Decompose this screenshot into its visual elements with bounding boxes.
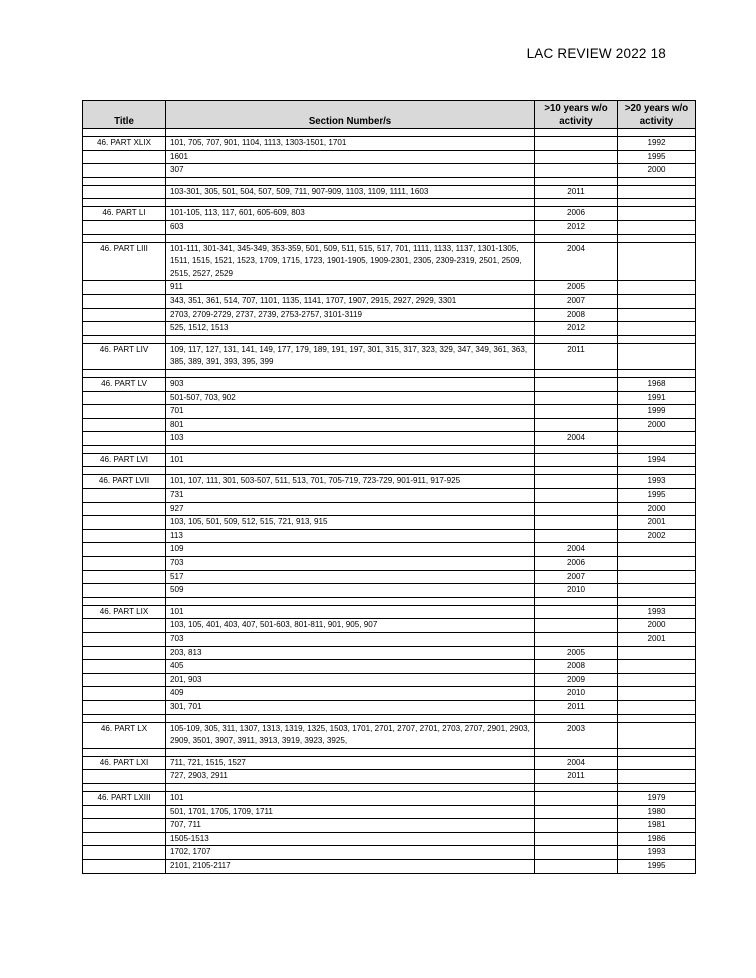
row-sections-cell: 203, 813	[166, 646, 535, 660]
table-row	[83, 164, 696, 178]
table-row	[83, 819, 696, 833]
row-sections-cell: 911	[166, 281, 535, 295]
row-title-cell: 46. PART LIV	[83, 343, 166, 369]
row-sections-cell: 343, 351, 361, 514, 707, 1101, 1135, 1141, 1707, 1907, 2915, 2927, 2929, 3301	[166, 294, 535, 308]
row-title-cell	[83, 770, 166, 784]
row-title-cell: 46. PART XLIX	[83, 137, 166, 151]
row-sections-cell: 103, 105, 401, 403, 407, 501-603, 801-811, 901, 905, 907	[166, 619, 535, 633]
row-twenty-year-cell: 2000	[618, 502, 696, 516]
row-ten-year-cell	[535, 369, 618, 377]
row-twenty-year-cell	[618, 369, 696, 377]
row-ten-year-cell	[535, 475, 618, 489]
row-sections-cell: 101	[166, 791, 535, 805]
table-header-row	[83, 101, 696, 129]
row-twenty-year-cell: 1993	[618, 605, 696, 619]
row-twenty-year-cell: 1995	[618, 489, 696, 503]
table-row	[83, 700, 696, 714]
row-title-cell	[83, 516, 166, 530]
row-sections-cell: 201, 903	[166, 673, 535, 687]
row-ten-year-cell	[535, 597, 618, 605]
row-twenty-year-cell	[618, 308, 696, 322]
column-header-sections: Section Number/s	[166, 101, 535, 129]
table-row	[83, 859, 696, 873]
review-table	[82, 100, 696, 874]
table-row	[83, 391, 696, 405]
row-ten-year-cell: 2008	[535, 308, 618, 322]
table-row	[83, 543, 696, 557]
row-twenty-year-cell	[618, 673, 696, 687]
table-body	[83, 129, 696, 874]
row-sections-cell: 727, 2903, 2911	[166, 770, 535, 784]
row-ten-year-cell: 2011	[535, 343, 618, 369]
row-sections-cell: 517	[166, 570, 535, 584]
row-sections-cell	[166, 369, 535, 377]
row-ten-year-cell	[535, 633, 618, 647]
table-row	[83, 129, 696, 137]
row-title-cell	[83, 819, 166, 833]
row-ten-year-cell: 2003	[535, 722, 618, 748]
row-twenty-year-cell: 2000	[618, 619, 696, 633]
row-ten-year-cell	[535, 748, 618, 756]
row-title-cell	[83, 129, 166, 137]
row-ten-year-cell	[535, 164, 618, 178]
row-twenty-year-cell	[618, 207, 696, 221]
row-title-cell	[83, 489, 166, 503]
table-row	[83, 673, 696, 687]
row-twenty-year-cell: 1995	[618, 859, 696, 873]
row-twenty-year-cell	[618, 220, 696, 234]
row-sections-cell: 405	[166, 660, 535, 674]
row-title-cell: 46. PART LIX	[83, 605, 166, 619]
row-title-cell: 46. PART LXI	[83, 756, 166, 770]
row-twenty-year-cell: 2001	[618, 633, 696, 647]
row-ten-year-cell: 2009	[535, 673, 618, 687]
table-row	[83, 242, 696, 281]
row-sections-cell: 501-507, 703, 902	[166, 391, 535, 405]
row-sections-cell: 101	[166, 605, 535, 619]
row-twenty-year-cell: 1981	[618, 819, 696, 833]
row-title-cell: 46. PART LVII	[83, 475, 166, 489]
table-row	[83, 748, 696, 756]
row-twenty-year-cell	[618, 281, 696, 295]
row-ten-year-cell	[535, 405, 618, 419]
row-twenty-year-cell	[618, 467, 696, 475]
row-twenty-year-cell: 1979	[618, 791, 696, 805]
row-sections-cell: 113	[166, 529, 535, 543]
row-title-cell	[83, 832, 166, 846]
row-sections-cell: 301, 701	[166, 700, 535, 714]
row-sections-cell: 101, 107, 111, 301, 503-507, 511, 513, 701, 705-719, 723-729, 901-911, 917-925	[166, 475, 535, 489]
row-ten-year-cell	[535, 177, 618, 185]
row-title-cell: 46. PART LI	[83, 207, 166, 221]
table-row	[83, 234, 696, 242]
table-row	[83, 220, 696, 234]
row-title-cell	[83, 234, 166, 242]
table-row	[83, 335, 696, 343]
row-title-cell	[83, 557, 166, 571]
table-row	[83, 756, 696, 770]
row-twenty-year-cell	[618, 660, 696, 674]
row-title-cell	[83, 405, 166, 419]
table-row	[83, 281, 696, 295]
row-sections-cell: 509	[166, 584, 535, 598]
row-title-cell	[83, 619, 166, 633]
row-sections-cell: 103-301, 305, 501, 504, 507, 509, 711, 907-909, 1103, 1109, 1111, 1603	[166, 185, 535, 199]
row-sections-cell: 103, 105, 501, 509, 512, 515, 721, 913, 915	[166, 516, 535, 530]
row-title-cell	[83, 584, 166, 598]
row-twenty-year-cell	[618, 770, 696, 784]
row-ten-year-cell	[535, 234, 618, 242]
row-ten-year-cell: 2011	[535, 770, 618, 784]
table-row	[83, 308, 696, 322]
row-sections-cell: 105-109, 305, 311, 1307, 1313, 1319, 1325, 1503, 1701, 2701, 2707, 2701, 2703, 2707, 2901, 2903, 2909, 3501, 3907, 3911, 3913, 3919, 3923, 3925,	[166, 722, 535, 748]
row-sections-cell: 2703, 2709-2729, 2737, 2739, 2753-2757, 3101-3119	[166, 308, 535, 322]
row-ten-year-cell	[535, 619, 618, 633]
table-row	[83, 660, 696, 674]
row-title-cell	[83, 369, 166, 377]
column-header-twenty-years: >20 years w/o activity	[618, 101, 696, 129]
row-ten-year-cell	[535, 832, 618, 846]
row-title-cell: 46. PART LXIII	[83, 791, 166, 805]
row-title-cell	[83, 164, 166, 178]
row-ten-year-cell: 2004	[535, 432, 618, 446]
table-row	[83, 646, 696, 660]
table-row	[83, 432, 696, 446]
row-twenty-year-cell	[618, 177, 696, 185]
row-twenty-year-cell: 2000	[618, 164, 696, 178]
row-ten-year-cell	[535, 714, 618, 722]
row-twenty-year-cell: 2000	[618, 418, 696, 432]
page-header: LAC REVIEW 2022 18	[526, 46, 666, 61]
row-sections-cell: 703	[166, 633, 535, 647]
row-ten-year-cell	[535, 502, 618, 516]
row-ten-year-cell	[535, 391, 618, 405]
row-ten-year-cell	[535, 859, 618, 873]
table-row	[83, 294, 696, 308]
row-title-cell	[83, 660, 166, 674]
row-twenty-year-cell	[618, 597, 696, 605]
row-ten-year-cell	[535, 489, 618, 503]
row-twenty-year-cell: 1995	[618, 150, 696, 164]
row-sections-cell: 101, 705, 707, 901, 1104, 1113, 1303-1501, 1701	[166, 137, 535, 151]
row-sections-cell: 801	[166, 418, 535, 432]
row-ten-year-cell: 2012	[535, 322, 618, 336]
table-row	[83, 619, 696, 633]
row-ten-year-cell	[535, 605, 618, 619]
row-ten-year-cell: 2011	[535, 700, 618, 714]
row-title-cell	[83, 687, 166, 701]
row-sections-cell: 703	[166, 557, 535, 571]
row-sections-cell	[166, 129, 535, 137]
row-title-cell	[83, 502, 166, 516]
row-ten-year-cell	[535, 783, 618, 791]
row-twenty-year-cell	[618, 714, 696, 722]
table-row	[83, 722, 696, 748]
row-title-cell	[83, 432, 166, 446]
table-row	[83, 783, 696, 791]
row-sections-cell: 109	[166, 543, 535, 557]
row-twenty-year-cell	[618, 783, 696, 791]
row-title-cell	[83, 714, 166, 722]
table-row	[83, 322, 696, 336]
row-twenty-year-cell: 1980	[618, 805, 696, 819]
row-ten-year-cell: 2006	[535, 207, 618, 221]
table-row	[83, 633, 696, 647]
row-twenty-year-cell: 1991	[618, 391, 696, 405]
row-twenty-year-cell: 2001	[618, 516, 696, 530]
row-title-cell	[83, 633, 166, 647]
row-ten-year-cell	[535, 791, 618, 805]
row-sections-cell	[166, 445, 535, 453]
row-sections-cell: 109, 117, 127, 131, 141, 149, 177, 179, 189, 191, 197, 301, 315, 317, 323, 329, 347, 349, 361, 363, 385, 389, 391, 393, 395, 399	[166, 343, 535, 369]
table-row	[83, 377, 696, 391]
row-ten-year-cell: 2005	[535, 646, 618, 660]
row-sections-cell	[166, 234, 535, 242]
row-twenty-year-cell	[618, 584, 696, 598]
row-twenty-year-cell	[618, 185, 696, 199]
row-twenty-year-cell: 1992	[618, 137, 696, 151]
row-title-cell	[83, 700, 166, 714]
row-sections-cell: 731	[166, 489, 535, 503]
row-ten-year-cell	[535, 150, 618, 164]
table-row	[83, 150, 696, 164]
row-title-cell	[83, 418, 166, 432]
table-row	[83, 570, 696, 584]
row-twenty-year-cell: 1986	[618, 832, 696, 846]
row-ten-year-cell: 2010	[535, 584, 618, 598]
row-title-cell	[83, 322, 166, 336]
row-twenty-year-cell	[618, 756, 696, 770]
column-header-title: Title	[83, 101, 166, 129]
row-title-cell	[83, 185, 166, 199]
row-title-cell: 46. PART LV	[83, 377, 166, 391]
row-ten-year-cell: 2011	[535, 185, 618, 199]
table-row	[83, 805, 696, 819]
table-row	[83, 846, 696, 860]
row-twenty-year-cell	[618, 199, 696, 207]
row-title-cell	[83, 391, 166, 405]
table-row	[83, 185, 696, 199]
row-sections-cell	[166, 177, 535, 185]
table-row	[83, 475, 696, 489]
row-twenty-year-cell: 1993	[618, 475, 696, 489]
row-twenty-year-cell	[618, 748, 696, 756]
row-title-cell	[83, 281, 166, 295]
row-ten-year-cell	[535, 805, 618, 819]
row-ten-year-cell: 2008	[535, 660, 618, 674]
row-twenty-year-cell	[618, 543, 696, 557]
row-twenty-year-cell: 2002	[618, 529, 696, 543]
table-row	[83, 369, 696, 377]
row-sections-cell: 711, 721, 1515, 1527	[166, 756, 535, 770]
row-ten-year-cell: 2004	[535, 242, 618, 281]
row-sections-cell: 927	[166, 502, 535, 516]
row-twenty-year-cell: 1999	[618, 405, 696, 419]
row-twenty-year-cell	[618, 322, 696, 336]
table-row	[83, 597, 696, 605]
row-twenty-year-cell	[618, 722, 696, 748]
table-row	[83, 714, 696, 722]
row-sections-cell	[166, 597, 535, 605]
table-row	[83, 557, 696, 571]
table-row	[83, 770, 696, 784]
row-sections-cell: 701	[166, 405, 535, 419]
row-title-cell	[83, 859, 166, 873]
row-sections-cell: 101-111, 301-341, 345-349, 353-359, 501, 509, 511, 515, 517, 701, 1111, 1133, 1137, 1301-1305, 1511, 1515, 1521, 1523, 1709, 1715, 1723, 1901-1905, 1909-2301, 2305, 2309-2319, 2501, 2509, 2515, 2527, 2529	[166, 242, 535, 281]
row-sections-cell: 101-105, 113, 117, 601, 605-609, 803	[166, 207, 535, 221]
row-title-cell	[83, 646, 166, 660]
row-title-cell: 46. PART LIII	[83, 242, 166, 281]
row-ten-year-cell: 2012	[535, 220, 618, 234]
row-title-cell	[83, 335, 166, 343]
row-sections-cell	[166, 335, 535, 343]
row-sections-cell: 1505-1513	[166, 832, 535, 846]
row-ten-year-cell	[535, 199, 618, 207]
table-row	[83, 343, 696, 369]
row-title-cell	[83, 445, 166, 453]
row-ten-year-cell	[535, 445, 618, 453]
row-sections-cell: 707, 711	[166, 819, 535, 833]
row-twenty-year-cell	[618, 570, 696, 584]
row-twenty-year-cell	[618, 687, 696, 701]
table-row	[83, 405, 696, 419]
row-twenty-year-cell	[618, 432, 696, 446]
row-sections-cell: 307	[166, 164, 535, 178]
row-ten-year-cell	[535, 129, 618, 137]
row-sections-cell: 1702, 1707	[166, 846, 535, 860]
table-row	[83, 207, 696, 221]
row-ten-year-cell: 2005	[535, 281, 618, 295]
row-title-cell	[83, 177, 166, 185]
row-sections-cell: 101	[166, 453, 535, 467]
row-sections-cell	[166, 714, 535, 722]
row-ten-year-cell	[535, 453, 618, 467]
row-sections-cell: 409	[166, 687, 535, 701]
table-row	[83, 445, 696, 453]
row-title-cell	[83, 294, 166, 308]
row-twenty-year-cell	[618, 242, 696, 281]
row-ten-year-cell: 2007	[535, 294, 618, 308]
row-title-cell	[83, 597, 166, 605]
row-sections-cell: 603	[166, 220, 535, 234]
row-ten-year-cell: 2004	[535, 543, 618, 557]
table-row	[83, 605, 696, 619]
table-row	[83, 791, 696, 805]
row-title-cell	[83, 543, 166, 557]
row-twenty-year-cell	[618, 445, 696, 453]
row-title-cell	[83, 308, 166, 322]
row-ten-year-cell	[535, 819, 618, 833]
row-twenty-year-cell	[618, 700, 696, 714]
row-twenty-year-cell: 1993	[618, 846, 696, 860]
table-row	[83, 584, 696, 598]
row-ten-year-cell	[535, 418, 618, 432]
row-title-cell	[83, 467, 166, 475]
row-twenty-year-cell	[618, 294, 696, 308]
row-title-cell	[83, 570, 166, 584]
row-ten-year-cell	[535, 137, 618, 151]
row-sections-cell	[166, 199, 535, 207]
column-header-ten-years: >10 years w/o activity	[535, 101, 618, 129]
table-row	[83, 489, 696, 503]
table-row	[83, 177, 696, 185]
row-twenty-year-cell	[618, 234, 696, 242]
row-ten-year-cell	[535, 529, 618, 543]
table-row	[83, 199, 696, 207]
row-sections-cell: 1601	[166, 150, 535, 164]
row-title-cell	[83, 748, 166, 756]
row-title-cell	[83, 529, 166, 543]
table-row	[83, 832, 696, 846]
row-title-cell: 46. PART LX	[83, 722, 166, 748]
table-row	[83, 467, 696, 475]
row-sections-cell	[166, 748, 535, 756]
row-sections-cell: 525, 1512, 1513	[166, 322, 535, 336]
row-twenty-year-cell: 1994	[618, 453, 696, 467]
row-ten-year-cell	[535, 377, 618, 391]
row-sections-cell: 903	[166, 377, 535, 391]
table-row	[83, 418, 696, 432]
row-sections-cell: 103	[166, 432, 535, 446]
row-sections-cell	[166, 467, 535, 475]
row-title-cell	[83, 805, 166, 819]
row-twenty-year-cell	[618, 646, 696, 660]
row-sections-cell: 2101, 2105-2117	[166, 859, 535, 873]
row-title-cell	[83, 783, 166, 791]
row-title-cell	[83, 673, 166, 687]
table-row	[83, 137, 696, 151]
row-twenty-year-cell: 1968	[618, 377, 696, 391]
row-title-cell	[83, 199, 166, 207]
row-ten-year-cell: 2010	[535, 687, 618, 701]
row-ten-year-cell	[535, 846, 618, 860]
row-ten-year-cell: 2006	[535, 557, 618, 571]
row-title-cell	[83, 846, 166, 860]
row-ten-year-cell	[535, 335, 618, 343]
row-twenty-year-cell	[618, 335, 696, 343]
row-title-cell	[83, 150, 166, 164]
row-ten-year-cell	[535, 516, 618, 530]
row-title-cell: 46. PART LVI	[83, 453, 166, 467]
table-row	[83, 516, 696, 530]
row-sections-cell	[166, 783, 535, 791]
row-ten-year-cell	[535, 467, 618, 475]
table-row	[83, 529, 696, 543]
row-twenty-year-cell	[618, 343, 696, 369]
table-row	[83, 453, 696, 467]
row-twenty-year-cell	[618, 557, 696, 571]
row-ten-year-cell: 2004	[535, 756, 618, 770]
row-sections-cell: 501, 1701, 1705, 1709, 1711	[166, 805, 535, 819]
row-twenty-year-cell	[618, 129, 696, 137]
table-row	[83, 502, 696, 516]
table-row	[83, 687, 696, 701]
row-ten-year-cell: 2007	[535, 570, 618, 584]
row-title-cell	[83, 220, 166, 234]
